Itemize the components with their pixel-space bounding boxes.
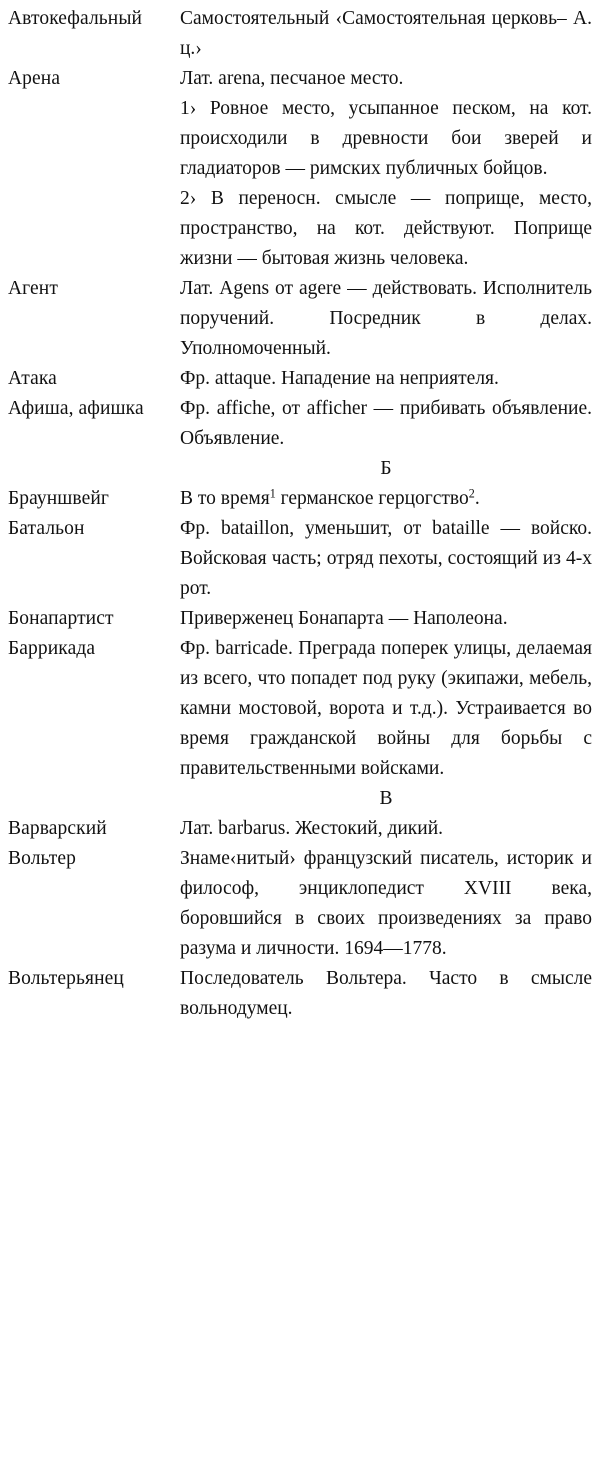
definition-paragraph: Последователь Вольтера. Часто в смысле вольнодумец. <box>180 968 592 1019</box>
entry-headword: Арена <box>8 68 61 89</box>
entry-headword: Автокефальный <box>8 8 143 29</box>
entry-headword: Брауншвейг <box>8 488 109 509</box>
definition-paragraph: Фр. attaque. Нападение на неприятеля. <box>180 368 499 389</box>
definition-sense-2: 2› В переносн. смысле — поприще, место, пространство, на кот. действуют. Поприще жизни — бытовая жизнь человека. <box>180 188 592 269</box>
entry-definition <box>180 514 592 604</box>
definition-paragraph: Самостоятельный ‹Самостоятельная церковь– А. ц.› <box>180 8 592 59</box>
definition-text-part: . <box>474 488 480 509</box>
definition-paragraph: Фр. bataillon, уменьшит, от bataille — войско. Войсковая часть; отряд пехоты, состоящий из 4-х рот. <box>180 518 592 599</box>
section-divider-b: Б <box>380 458 392 479</box>
entry-definition <box>180 964 592 1024</box>
entry-headword: Бонапартист <box>8 608 114 629</box>
definition-paragraph: Знаме‹нитый› французский писатель, историк и философ, энциклопедист XVIII века, боровшийся в своих произведениях за право разума и личности. 1694—1778. <box>180 848 592 959</box>
entry-headword: Баррикада <box>8 638 96 659</box>
entry-definition <box>180 364 592 394</box>
definition-text-part: В то время <box>180 488 270 509</box>
entry-definition <box>180 814 592 844</box>
glossary-entry <box>8 4 592 64</box>
definition-sense-1: 1› Ровное место, усыпанное песком, на кот. происходили в древности бои зверей и гладиаторов — римских публичных бойцов. <box>180 98 592 179</box>
entry-definition <box>180 634 592 784</box>
glossary-entry <box>8 634 592 784</box>
glossary-entry <box>8 514 592 604</box>
definition-paragraph: Приверженец Бонапарта — Наполеона. <box>180 608 508 629</box>
entry-headword: Атака <box>8 368 57 389</box>
entry-definition <box>180 64 592 274</box>
definition-text-part: германское герцогство <box>275 488 469 509</box>
glossary-entry <box>8 274 592 364</box>
entry-headword: Вольтерьянец <box>8 968 124 989</box>
definition-sense-0: Лат. arena, песчаное место. <box>180 68 404 89</box>
entry-headword: Батальон <box>8 518 85 539</box>
entry-headword: Вольтер <box>8 848 77 869</box>
footnote-marker-2: 2 <box>468 486 475 501</box>
entry-headword: Афиша, афишка <box>8 398 144 419</box>
definition-paragraph: Фр. affiche, от afficher — прибивать объявление. Объявление. <box>180 398 592 449</box>
entry-definition <box>180 4 592 64</box>
entry-headword: Агент <box>8 278 58 299</box>
section-divider-v: В <box>379 788 393 809</box>
entry-definition <box>180 604 592 634</box>
definition-paragraph <box>180 484 592 514</box>
entry-definition <box>180 274 592 364</box>
definition-paragraph: Фр. barricade. Преграда поперек улицы, делаемая из всего, что попадет под руку (экипажи, мебель, камни мостовой, ворота и т.д.). Устраивается во время гражданской войны для борьбы с правительственными войсками. <box>180 638 592 779</box>
entry-definition <box>180 484 592 514</box>
entry-definition <box>180 844 592 964</box>
definition-paragraph: Лат. Agens от agere — действовать. Исполнитель поручений. Посредник в делах. Уполномоченный. <box>180 278 592 359</box>
glossary-entry <box>8 814 592 844</box>
entry-headword: Варварский <box>8 818 107 839</box>
glossary-entry <box>8 484 592 514</box>
definition-paragraph: Лат. barbarus. Жестокий, дикий. <box>180 818 444 839</box>
glossary-entry <box>8 964 592 1024</box>
footnote-marker-1: 1 <box>269 486 276 501</box>
glossary-entry <box>8 394 592 454</box>
glossary-entry <box>8 604 592 634</box>
glossary-entry <box>8 844 592 964</box>
entry-definition <box>180 394 592 454</box>
glossary-entry <box>8 64 592 274</box>
glossary-entry <box>8 364 592 394</box>
